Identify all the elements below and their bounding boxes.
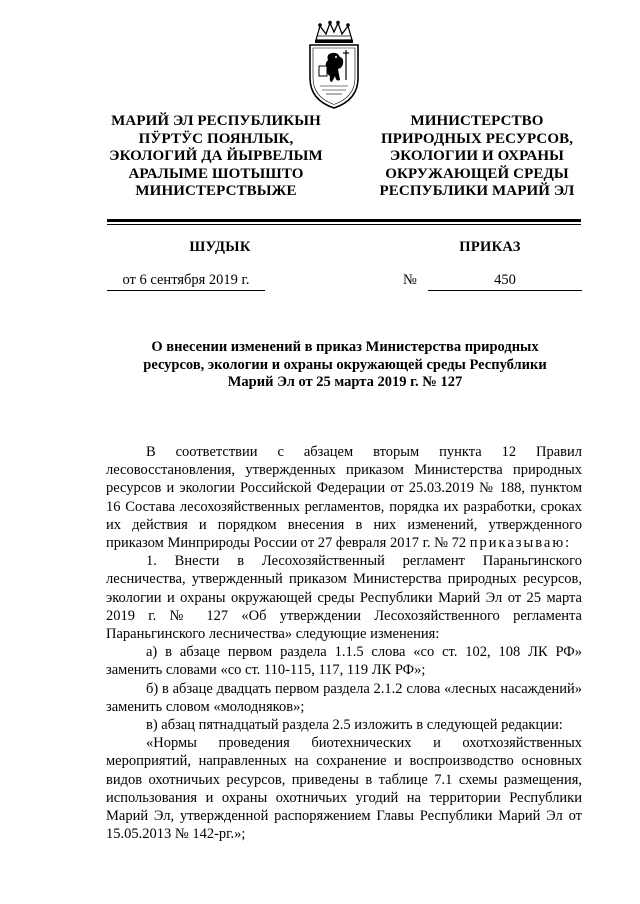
preamble-text: В соответствии с абзацем вторым пункта 12 Правил лесовосстановления, утвержденных приказом Министерства природных ресурсов и экологии Российской Федерации от 25.03.2019 № 188, пунктом 16 Состава лесохозяйственных регламентов, порядка их разработки, сроках их действия и порядком внесения в них изменений, утвержденного приказом Минприроды России от 27 февраля 2017 г. № 72 bbox=[106, 444, 582, 552]
ministry-name-mari-line: АРАЛЫМЕ ШОТЫШТО bbox=[128, 165, 304, 182]
ministry-name-russian-line: ПРИРОДНЫХ РЕСУРСОВ, bbox=[380, 130, 574, 147]
body-paragraph-quote: «Нормы проведения биотехнических и охотхозяйственных мероприятий, направленных на сохранение и воспроизводство основных видов охотничьих ресурсов, приведены в таблице 7.1 схемы размещения, использования и охраны охотничьих угодий на территории Республики Марий Эл, утвержденной распоряжением Главы Республики Марий Эл от 15.05.2013 № 142-рг.»; bbox=[106, 735, 582, 843]
document-title-line: Марий Эл от 25 марта 2019 г. № 127 bbox=[227, 374, 463, 390]
ministry-name-mari bbox=[96, 113, 336, 201]
ministry-name-mari-line: ЭКОЛОГИЙ ДА ЙЫРВЕЛЫМ bbox=[109, 148, 323, 164]
order-number: 450 bbox=[428, 272, 582, 291]
ministry-name-russian-line: МИНИСТЕРСТВО bbox=[410, 113, 544, 129]
order-date: от 6 сентября 2019 г. bbox=[107, 272, 265, 291]
ministry-name-mari-line: МИНИСТЕРСТВЫЖЕ bbox=[135, 183, 297, 199]
document-title-line: О внесении изменений в приказ Министерства природных bbox=[151, 339, 539, 355]
body-paragraph-item-1: 1. Внести в Лесохозяйственный регламент Параньгинского лесничества, утвержденный приказом Министерства природных ресурсов, экологии и охраны окружающей среды Республики Марий Эл от 25 марта 2019 г. № 127 «Об утверждении Лесохозяйственного регламента Параньгинского лесничества» следующие изменения: bbox=[106, 553, 582, 643]
header-divider-thin bbox=[107, 224, 581, 225]
document-title bbox=[110, 339, 580, 392]
ministry-name-mari-line: ПӰРТӰС ПОЯНЛЫК, bbox=[138, 130, 294, 147]
document-body bbox=[106, 443, 582, 843]
header-divider-thick bbox=[107, 219, 581, 222]
order-number-sign: № bbox=[403, 272, 417, 288]
ministry-name-russian bbox=[352, 113, 602, 201]
ministry-name-russian-line: РЕСПУБЛИКИ МАРИЙ ЭЛ bbox=[379, 183, 575, 199]
body-paragraph-item-b: б) в абзаце двадцать первом раздела 2.1.2 слова «лесных насаждений» заменить словом «молодняков»; bbox=[106, 680, 582, 715]
document-title-line: ресурсов, экологии и охраны окружающей среды Республики bbox=[143, 356, 547, 373]
doc-type-mari: ШУДЫК bbox=[189, 239, 251, 255]
ministry-name-russian-line: ОКРУЖАЮЩЕЙ СРЕДЫ bbox=[385, 165, 569, 182]
doc-type-russian: ПРИКАЗ bbox=[459, 239, 521, 255]
body-paragraph-item-c: в) абзац пятнадцатый раздела 2.5 изложить в следующей редакции: bbox=[146, 717, 563, 734]
coat-of-arms-icon bbox=[302, 20, 366, 110]
ministry-name-russian-line: ЭКОЛОГИИ И ОХРАНЫ bbox=[390, 148, 564, 164]
order-verb: приказываю: bbox=[469, 535, 572, 552]
ministry-name-mari-line: МАРИЙ ЭЛ РЕСПУБЛИКЫН bbox=[111, 113, 321, 129]
body-paragraph-item-a: а) в абзаце первом раздела 1.1.5 слова «со ст. 102, 108 ЛК РФ» заменить словами «со ст. 110-115, 117, 119 ЛК РФ»; bbox=[106, 644, 582, 679]
body-paragraph-preamble bbox=[106, 443, 582, 552]
